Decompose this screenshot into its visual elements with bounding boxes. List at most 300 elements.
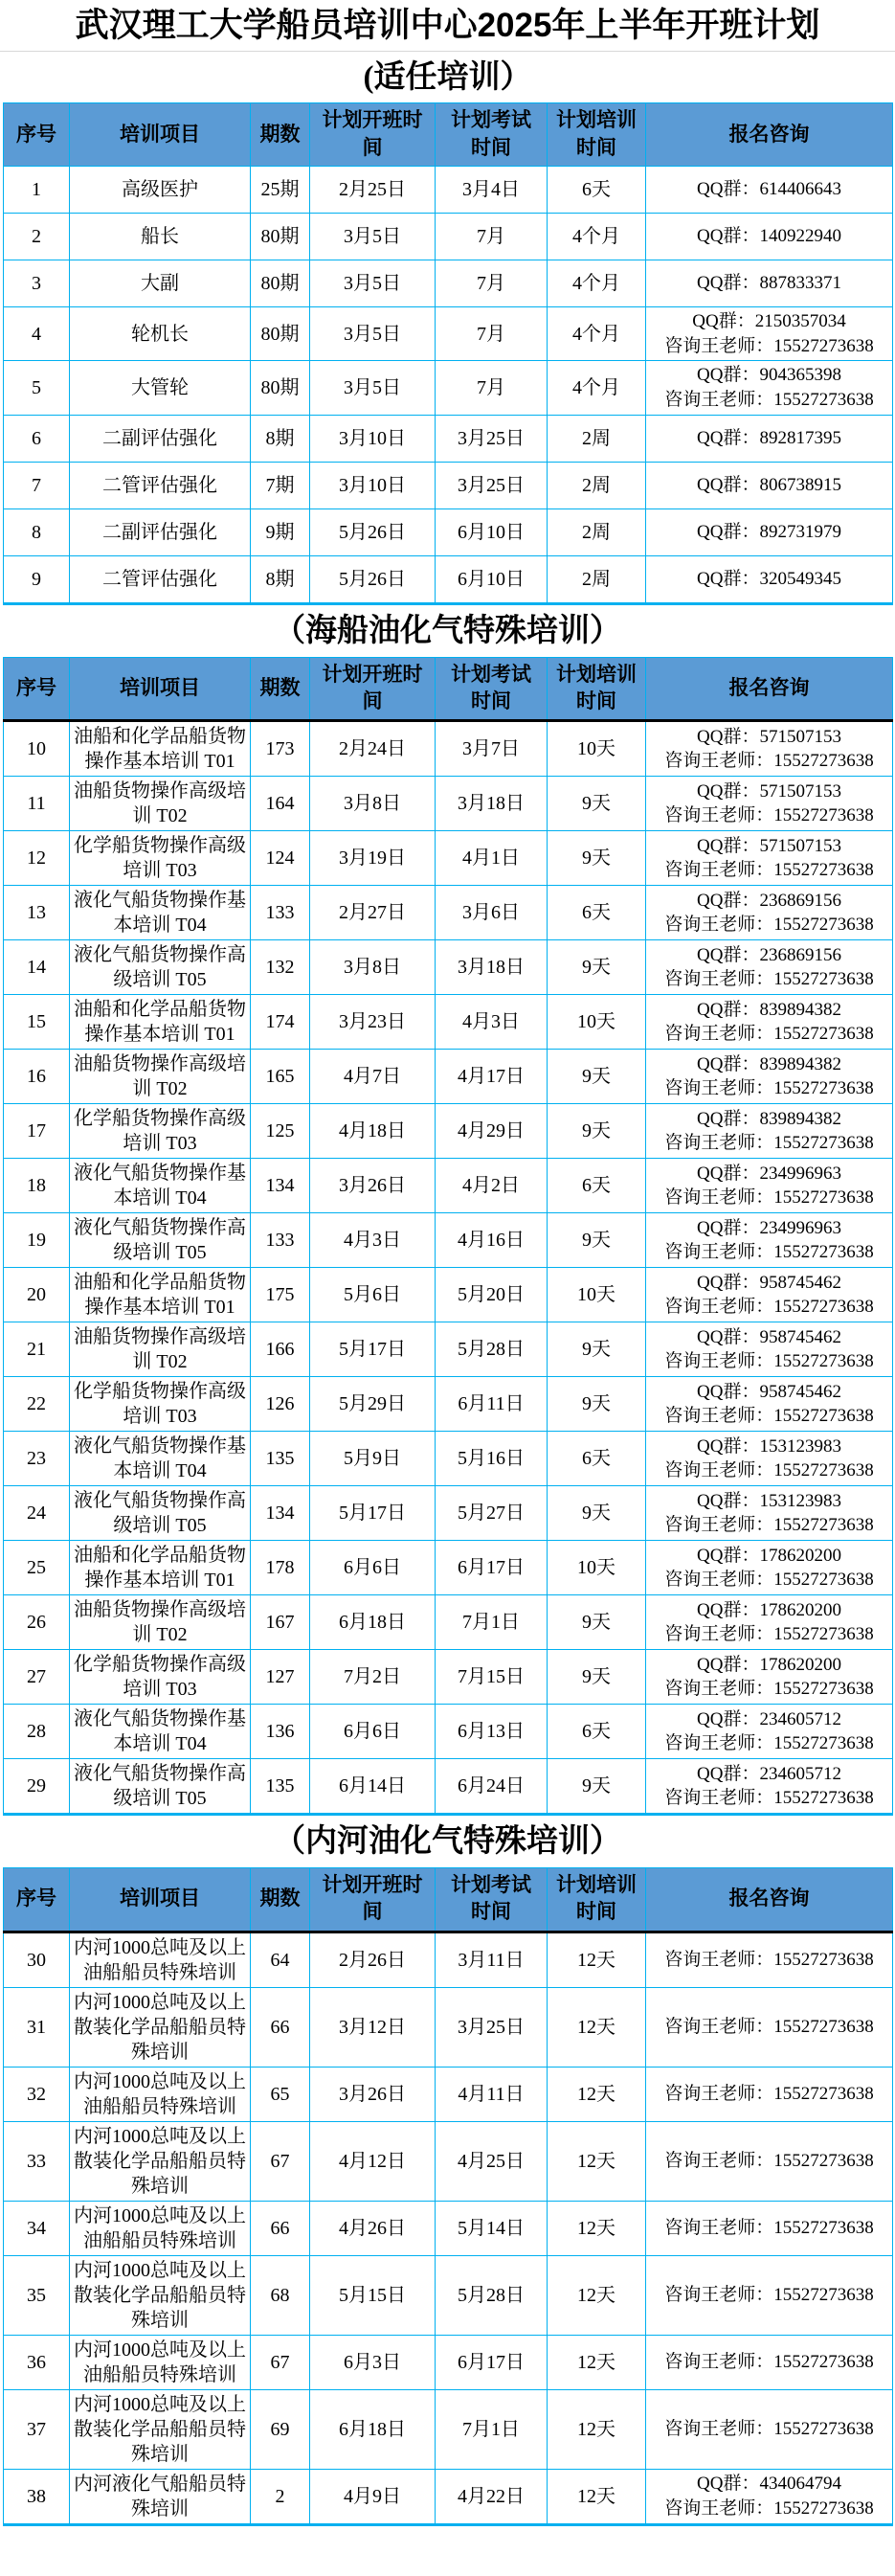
- cell-duration: 9天: [548, 1377, 646, 1432]
- table-row: [4, 1650, 893, 1705]
- cell-no: 24: [4, 1486, 70, 1541]
- cell-exam-date: 3月18日: [436, 940, 548, 995]
- cell-exam-date: 4月17日: [436, 1050, 548, 1104]
- cell-project: 液化气船货物操作高级培训 T05: [70, 1213, 251, 1268]
- cell-project: 油船和化学品船货物操作基本培训 T01: [70, 1541, 251, 1595]
- cell-exam-date: 6月17日: [436, 2335, 548, 2389]
- table-row: [4, 1987, 893, 2067]
- cell-no: 16: [4, 1050, 70, 1104]
- cell-no: 1: [4, 167, 70, 214]
- cell-duration: 6天: [548, 167, 646, 214]
- cell-duration: 4个月: [548, 361, 646, 415]
- cell-contact: [646, 721, 893, 777]
- cell-exam-date: 3月11日: [436, 1932, 548, 1987]
- table-row: [4, 1159, 893, 1213]
- contact-line: 咨询王老师：15527273638: [664, 2217, 874, 2238]
- contact-line: QQ群：887833371: [697, 273, 841, 294]
- table-row: [4, 2201, 893, 2255]
- cell-project: 二副评估强化: [70, 415, 251, 462]
- cell-start-date: 6月18日: [310, 1595, 436, 1650]
- cell-contact: [646, 831, 893, 886]
- cell-exam-date: 4月25日: [436, 2121, 548, 2201]
- cell-term: 7期: [251, 462, 310, 508]
- cell-exam-date: 3月25日: [436, 1987, 548, 2067]
- cell-project: 内河1000总吨及以上散装化学品船船员特殊培训: [70, 2255, 251, 2335]
- cell-project: 化学船货物操作高级培训 T03: [70, 1650, 251, 1705]
- table-row: [4, 777, 893, 831]
- cell-no: 12: [4, 831, 70, 886]
- table-row: [4, 2469, 893, 2524]
- table-row: [4, 886, 893, 940]
- cell-no: 20: [4, 1268, 70, 1322]
- column-header: 计划开班时间: [310, 657, 436, 721]
- cell-start-date: 5月9日: [310, 1432, 436, 1486]
- cell-duration: 9天: [548, 831, 646, 886]
- cell-duration: 9天: [548, 1213, 646, 1268]
- contact-line: 咨询王老师：15527273638: [664, 1078, 874, 1099]
- cell-duration: 10天: [548, 1268, 646, 1322]
- contact-line: 咨询王老师：15527273638: [664, 2497, 874, 2519]
- cell-start-date: 6月18日: [310, 2389, 436, 2469]
- table-row: [4, 2389, 893, 2469]
- cell-project: 船长: [70, 214, 251, 260]
- cell-start-date: 6月6日: [310, 1541, 436, 1595]
- cell-term: 80期: [251, 260, 310, 307]
- cell-project: 二管评估强化: [70, 462, 251, 508]
- table-row: [4, 462, 893, 508]
- cell-contact: [646, 1705, 893, 1759]
- contact-line: 咨询王老师：15527273638: [664, 1351, 874, 1372]
- cell-contact: [646, 508, 893, 555]
- table-row: [4, 361, 893, 415]
- cell-no: 6: [4, 415, 70, 462]
- column-header: 培训项目: [70, 103, 251, 167]
- cell-contact: [646, 1932, 893, 1987]
- cell-start-date: 5月17日: [310, 1322, 436, 1377]
- contact-line: QQ群：153123983: [697, 1490, 841, 1511]
- contact-line: QQ群：571507153: [697, 726, 841, 747]
- cell-exam-date: 3月4日: [436, 167, 548, 214]
- cell-contact: [646, 1987, 893, 2067]
- cell-start-date: 4月18日: [310, 1104, 436, 1159]
- table-row: [4, 1213, 893, 1268]
- cell-project: 内河1000总吨及以上油船船员特殊培训: [70, 2335, 251, 2389]
- cell-no: 4: [4, 307, 70, 361]
- contact-line: 咨询王老师：15527273638: [664, 969, 874, 990]
- cell-exam-date: 4月11日: [436, 2067, 548, 2121]
- table-row: [4, 214, 893, 260]
- table-row: [4, 1759, 893, 1815]
- cell-term: 166: [251, 1322, 310, 1377]
- contact-line: 咨询王老师：15527273638: [664, 335, 874, 356]
- cell-exam-date: 7月: [436, 260, 548, 307]
- cell-exam-date: 4月29日: [436, 1104, 548, 1159]
- cell-start-date: 5月17日: [310, 1486, 436, 1541]
- cell-project: 内河1000总吨及以上散装化学品船船员特殊培训: [70, 1987, 251, 2067]
- cell-term: 165: [251, 1050, 310, 1104]
- cell-exam-date: 7月: [436, 361, 548, 415]
- contact-line: 咨询王老师：15527273638: [664, 1406, 874, 1427]
- cell-no: 7: [4, 462, 70, 508]
- contact-line: 咨询王老师：15527273638: [664, 1460, 874, 1481]
- cell-term: 174: [251, 995, 310, 1050]
- table-row: [4, 1705, 893, 1759]
- cell-no: 28: [4, 1705, 70, 1759]
- cell-term: 66: [251, 2201, 310, 2255]
- contact-line: QQ群：571507153: [697, 835, 841, 856]
- cell-start-date: 4月7日: [310, 1050, 436, 1104]
- contact-line: 咨询王老师：15527273638: [664, 1679, 874, 1700]
- cell-no: 11: [4, 777, 70, 831]
- cell-contact: [646, 1050, 893, 1104]
- contact-line: 咨询王老师：15527273638: [664, 2351, 874, 2372]
- cell-start-date: 2月27日: [310, 886, 436, 940]
- column-header: 计划考试时间: [436, 1868, 548, 1932]
- cell-contact: [646, 2469, 893, 2524]
- table-row: [4, 1377, 893, 1432]
- cell-term: 9期: [251, 508, 310, 555]
- cell-no: 36: [4, 2335, 70, 2389]
- cell-term: 8期: [251, 415, 310, 462]
- cell-term: 127: [251, 1650, 310, 1705]
- cell-exam-date: 5月28日: [436, 2255, 548, 2335]
- contact-line: 咨询王老师：15527273638: [664, 1133, 874, 1154]
- cell-term: 125: [251, 1104, 310, 1159]
- contact-line: QQ群：904365398: [697, 365, 841, 386]
- contact-line: QQ群：178620200: [697, 1599, 841, 1620]
- cell-exam-date: 3月25日: [436, 462, 548, 508]
- contact-line: 咨询王老师：15527273638: [664, 915, 874, 936]
- column-header: 计划培训时间: [548, 657, 646, 721]
- cell-start-date: 3月19日: [310, 831, 436, 886]
- cell-start-date: 3月8日: [310, 777, 436, 831]
- cell-contact: [646, 886, 893, 940]
- cell-contact: [646, 260, 893, 307]
- cell-duration: 12天: [548, 2335, 646, 2389]
- contact-line: QQ群：234996963: [697, 1217, 841, 1238]
- contact-line: 咨询王老师：15527273638: [664, 1949, 874, 1970]
- cell-contact: [646, 1541, 893, 1595]
- table-row: [4, 1104, 893, 1159]
- column-header: 期数: [251, 1868, 310, 1932]
- cell-term: 65: [251, 2067, 310, 2121]
- cell-duration: 6天: [548, 1159, 646, 1213]
- contact-line: 咨询王老师：15527273638: [664, 1733, 874, 1754]
- cell-exam-date: 6月24日: [436, 1759, 548, 1815]
- cell-no: 21: [4, 1322, 70, 1377]
- cell-term: 66: [251, 1987, 310, 2067]
- cell-term: 69: [251, 2389, 310, 2469]
- cell-project: 液化气船货物操作高级培训 T05: [70, 1486, 251, 1541]
- cell-contact: [646, 1377, 893, 1432]
- contact-line: QQ群：892817395: [697, 427, 841, 448]
- cell-contact: [646, 2067, 893, 2121]
- cell-project: 内河1000总吨及以上散装化学品船船员特殊培训: [70, 2389, 251, 2469]
- contact-line: 咨询王老师：15527273638: [664, 2284, 874, 2305]
- cell-duration: 10天: [548, 995, 646, 1050]
- cell-project: 内河1000总吨及以上油船船员特殊培训: [70, 1932, 251, 1987]
- cell-no: 22: [4, 1377, 70, 1432]
- cell-term: 134: [251, 1486, 310, 1541]
- cell-project: 大副: [70, 260, 251, 307]
- cell-project: 化学船货物操作高级培训 T03: [70, 1104, 251, 1159]
- cell-exam-date: 6月10日: [436, 555, 548, 603]
- cell-no: 10: [4, 721, 70, 777]
- contact-line: 咨询王老师：15527273638: [664, 2150, 874, 2171]
- cell-start-date: 3月23日: [310, 995, 436, 1050]
- contact-line: 咨询王老师：15527273638: [664, 1242, 874, 1263]
- cell-project: 二管评估强化: [70, 555, 251, 603]
- contact-line: 咨询王老师：15527273638: [664, 751, 874, 772]
- cell-no: 8: [4, 508, 70, 555]
- cell-term: 80期: [251, 214, 310, 260]
- cell-contact: [646, 214, 893, 260]
- cell-no: 18: [4, 1159, 70, 1213]
- section-heading: (适任培训）: [363, 59, 532, 95]
- cell-duration: 2周: [548, 555, 646, 603]
- cell-no: 19: [4, 1213, 70, 1268]
- contact-line: QQ群：320549345: [697, 568, 841, 589]
- table-row: [4, 1322, 893, 1377]
- cell-no: 38: [4, 2469, 70, 2524]
- cell-exam-date: 4月22日: [436, 2469, 548, 2524]
- contact-line: QQ群：140922940: [697, 226, 841, 247]
- cell-duration: 12天: [548, 1987, 646, 2067]
- table-row: [4, 1268, 893, 1322]
- cell-term: 134: [251, 1159, 310, 1213]
- section: [0, 52, 895, 605]
- contact-line: QQ群：958745462: [697, 1326, 841, 1347]
- cell-no: 33: [4, 2121, 70, 2201]
- cell-project: 油船和化学品船货物操作基本培训 T01: [70, 995, 251, 1050]
- cell-project: 内河1000总吨及以上散装化学品船船员特殊培训: [70, 2121, 251, 2201]
- schedule-table: [3, 657, 893, 1817]
- cell-duration: 2周: [548, 415, 646, 462]
- cell-start-date: 3月5日: [310, 307, 436, 361]
- cell-start-date: 5月26日: [310, 508, 436, 555]
- cell-no: 13: [4, 886, 70, 940]
- cell-duration: 4个月: [548, 260, 646, 307]
- contact-line: 咨询王老师：15527273638: [664, 805, 874, 826]
- cell-term: 167: [251, 1595, 310, 1650]
- cell-no: 30: [4, 1932, 70, 1987]
- cell-term: 173: [251, 721, 310, 777]
- column-header: 计划考试时间: [436, 657, 548, 721]
- cell-start-date: 7月2日: [310, 1650, 436, 1705]
- cell-term: 25期: [251, 167, 310, 214]
- cell-project: 油船货物操作高级培训 T02: [70, 1322, 251, 1377]
- cell-project: 油船货物操作高级培训 T02: [70, 1595, 251, 1650]
- cell-duration: 2周: [548, 508, 646, 555]
- cell-start-date: 4月9日: [310, 2469, 436, 2524]
- contact-line: QQ群：958745462: [697, 1381, 841, 1402]
- column-header: 计划开班时间: [310, 1868, 436, 1932]
- table-row: [4, 555, 893, 603]
- cell-contact: [646, 1104, 893, 1159]
- column-header: 期数: [251, 103, 310, 167]
- cell-term: 80期: [251, 361, 310, 415]
- cell-contact: [646, 1322, 893, 1377]
- table-row: [4, 1541, 893, 1595]
- cell-contact: [646, 2121, 893, 2201]
- cell-contact: [646, 1759, 893, 1815]
- cell-no: 23: [4, 1432, 70, 1486]
- header-row: [4, 657, 893, 721]
- cell-exam-date: 7月: [436, 214, 548, 260]
- cell-term: 133: [251, 886, 310, 940]
- contact-line: QQ群：236869156: [697, 890, 841, 911]
- contact-line: QQ群：234605712: [697, 1708, 841, 1729]
- cell-project: 内河1000总吨及以上油船船员特殊培训: [70, 2067, 251, 2121]
- cell-exam-date: 6月10日: [436, 508, 548, 555]
- contact-line: QQ群：234605712: [697, 1763, 841, 1784]
- cell-exam-date: 7月15日: [436, 1650, 548, 1705]
- cell-contact: [646, 462, 893, 508]
- cell-contact: [646, 555, 893, 603]
- cell-exam-date: 5月16日: [436, 1432, 548, 1486]
- cell-duration: 12天: [548, 2121, 646, 2201]
- contact-line: 咨询王老师：15527273638: [664, 1297, 874, 1318]
- contact-line: 咨询王老师：15527273638: [664, 1024, 874, 1045]
- column-header: 计划考试时间: [436, 103, 548, 167]
- cell-project: 二副评估强化: [70, 508, 251, 555]
- section: [0, 1816, 895, 2526]
- cell-start-date: 5月15日: [310, 2255, 436, 2335]
- contact-line: QQ群：178620200: [697, 1545, 841, 1566]
- cell-project: 油船货物操作高级培训 T02: [70, 1050, 251, 1104]
- table-row: [4, 415, 893, 462]
- cell-contact: [646, 1650, 893, 1705]
- cell-project: 液化气船货物操作高级培训 T05: [70, 1759, 251, 1815]
- cell-contact: [646, 1268, 893, 1322]
- cell-duration: 6天: [548, 1705, 646, 1759]
- cell-duration: 9天: [548, 1322, 646, 1377]
- contact-line: QQ群：839894382: [697, 999, 841, 1020]
- cell-exam-date: 4月1日: [436, 831, 548, 886]
- cell-exam-date: 5月14日: [436, 2201, 548, 2255]
- column-header: 序号: [4, 103, 70, 167]
- cell-duration: 9天: [548, 777, 646, 831]
- cell-start-date: 3月5日: [310, 260, 436, 307]
- cell-duration: 12天: [548, 2469, 646, 2524]
- column-header: 计划培训时间: [548, 1868, 646, 1932]
- cell-duration: 2周: [548, 462, 646, 508]
- contact-line: 咨询王老师：15527273638: [664, 2083, 874, 2104]
- column-header: 序号: [4, 1868, 70, 1932]
- cell-contact: [646, 777, 893, 831]
- cell-no: 3: [4, 260, 70, 307]
- cell-contact: [646, 1432, 893, 1486]
- cell-start-date: 6月6日: [310, 1705, 436, 1759]
- cell-no: 9: [4, 555, 70, 603]
- cell-contact: [646, 1159, 893, 1213]
- cell-start-date: 3月8日: [310, 940, 436, 995]
- cell-no: 35: [4, 2255, 70, 2335]
- cell-duration: 9天: [548, 940, 646, 995]
- cell-no: 27: [4, 1650, 70, 1705]
- table-row: [4, 2335, 893, 2389]
- contact-line: 咨询王老师：15527273638: [664, 1570, 874, 1591]
- cell-start-date: 4月12日: [310, 2121, 436, 2201]
- contact-line: QQ群：434064794: [697, 2474, 841, 2495]
- cell-contact: [646, 2201, 893, 2255]
- cell-contact: [646, 940, 893, 995]
- cell-project: 内河1000总吨及以上油船船员特殊培训: [70, 2201, 251, 2255]
- column-header: 报名咨询: [646, 657, 893, 721]
- table-row: [4, 1595, 893, 1650]
- cell-project: 液化气船货物操作基本培训 T04: [70, 1705, 251, 1759]
- cell-exam-date: 7月1日: [436, 1595, 548, 1650]
- cell-no: 17: [4, 1104, 70, 1159]
- cell-contact: [646, 167, 893, 214]
- cell-no: 2: [4, 214, 70, 260]
- cell-no: 14: [4, 940, 70, 995]
- cell-duration: 4个月: [548, 307, 646, 361]
- table-row: [4, 1432, 893, 1486]
- cell-contact: [646, 415, 893, 462]
- table-row: [4, 2067, 893, 2121]
- contact-line: 咨询王老师：15527273638: [664, 1624, 874, 1645]
- header-row: [4, 1868, 893, 1932]
- cell-no: 15: [4, 995, 70, 1050]
- cell-exam-date: 3月25日: [436, 415, 548, 462]
- contact-line: QQ群：892731979: [697, 521, 841, 542]
- cell-term: 126: [251, 1377, 310, 1432]
- table-row: [4, 831, 893, 886]
- contact-line: 咨询王老师：15527273638: [664, 2016, 874, 2037]
- contact-line: 咨询王老师：15527273638: [664, 1515, 874, 1536]
- cell-project: 液化气船货物操作基本培训 T04: [70, 1159, 251, 1213]
- cell-project: 大管轮: [70, 361, 251, 415]
- contact-line: QQ群：2150357034: [692, 311, 846, 332]
- table-row: [4, 2121, 893, 2201]
- contact-line: QQ群：614406643: [697, 179, 841, 200]
- cell-contact: [646, 2255, 893, 2335]
- table-row: [4, 167, 893, 214]
- contact-line: 咨询王老师：15527273638: [664, 1187, 874, 1209]
- table-row: [4, 2255, 893, 2335]
- cell-start-date: 6月14日: [310, 1759, 436, 1815]
- cell-project: 液化气船货物操作基本培训 T04: [70, 886, 251, 940]
- cell-duration: 12天: [548, 2255, 646, 2335]
- contact-line: QQ群：571507153: [697, 780, 841, 802]
- header-row: [4, 103, 893, 167]
- cell-project: 油船和化学品船货物操作基本培训 T01: [70, 1268, 251, 1322]
- cell-project: 化学船货物操作高级培训 T03: [70, 831, 251, 886]
- section: [0, 605, 895, 1817]
- section-heading: （海船油化气特殊培训）: [274, 613, 621, 648]
- column-header: 计划开班时间: [310, 103, 436, 167]
- cell-exam-date: 3月6日: [436, 886, 548, 940]
- column-header: 期数: [251, 657, 310, 721]
- cell-term: 132: [251, 940, 310, 995]
- cell-duration: 6天: [548, 886, 646, 940]
- cell-duration: 9天: [548, 1050, 646, 1104]
- cell-term: 67: [251, 2335, 310, 2389]
- cell-duration: 9天: [548, 1486, 646, 1541]
- cell-exam-date: 5月27日: [436, 1486, 548, 1541]
- cell-duration: 12天: [548, 2067, 646, 2121]
- sections-root: [0, 52, 895, 2526]
- cell-contact: [646, 1213, 893, 1268]
- cell-no: 37: [4, 2389, 70, 2469]
- cell-start-date: 3月5日: [310, 361, 436, 415]
- cell-exam-date: 5月20日: [436, 1268, 548, 1322]
- cell-duration: 9天: [548, 1104, 646, 1159]
- cell-exam-date: 7月1日: [436, 2389, 548, 2469]
- cell-start-date: 2月26日: [310, 1932, 436, 1987]
- cell-term: 124: [251, 831, 310, 886]
